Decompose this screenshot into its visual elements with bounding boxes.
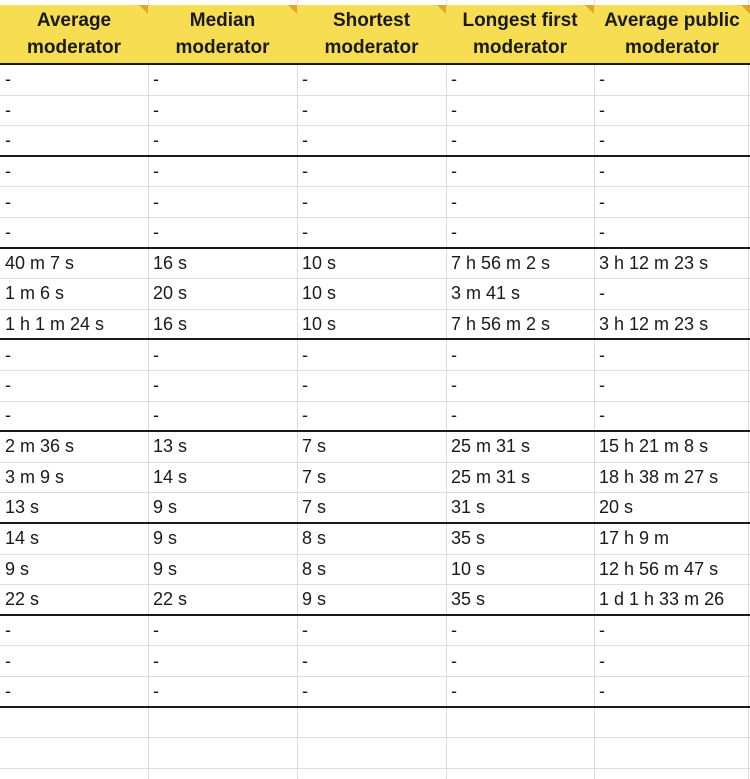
cell-average-moderator[interactable]: -: [5, 221, 11, 242]
cell-longest-first-moderator[interactable]: -: [451, 191, 457, 212]
cell-longest-first-moderator[interactable]: 25 m 31 s: [451, 467, 531, 488]
table-row: [0, 340, 750, 371]
cell-average-moderator[interactable]: -: [5, 99, 11, 120]
column-header-line1: Shortest: [332, 10, 411, 31]
table-row: [0, 555, 750, 586]
table-row: [0, 187, 750, 218]
table-row: [0, 157, 750, 188]
cell-average-moderator[interactable]: 13 s: [5, 497, 40, 518]
cell-shortest-moderator[interactable]: 10 s: [302, 252, 337, 273]
comment-indicator-icon[interactable]: [288, 5, 297, 14]
column-header-longest-first-moderator[interactable]: [446, 5, 594, 63]
cell-median-moderator[interactable]: -: [153, 620, 159, 641]
cell-average-public-moderator[interactable]: 1 d 1 h 33 m 26: [599, 588, 725, 609]
cell-shortest-moderator[interactable]: 8 s: [302, 558, 327, 579]
cell-shortest-moderator[interactable]: -: [302, 221, 308, 242]
table-row: [0, 402, 750, 433]
table-row: [0, 126, 750, 157]
cell-shortest-moderator[interactable]: -: [302, 344, 308, 365]
cell-average-public-moderator[interactable]: -: [599, 650, 605, 671]
cell-average-moderator[interactable]: [0, 708, 148, 738]
cell-median-moderator[interactable]: -: [153, 344, 159, 365]
table-row: [0, 646, 750, 677]
cell-shortest-moderator[interactable]: 7 s: [302, 467, 327, 488]
cell-average-moderator[interactable]: -: [5, 680, 11, 701]
cell-average-moderator[interactable]: -: [5, 375, 11, 396]
column-header-line1: Median: [189, 10, 256, 31]
cell-longest-first-moderator[interactable]: 10 s: [451, 558, 486, 579]
cell-median-moderator[interactable]: 13 s: [153, 436, 188, 457]
cell-shortest-moderator[interactable]: -: [302, 191, 308, 212]
cell-longest-first-moderator[interactable]: -: [451, 221, 457, 242]
cell-median-moderator[interactable]: 14 s: [153, 467, 188, 488]
comment-indicator-icon[interactable]: [585, 5, 594, 14]
cell-shortest-moderator[interactable]: -: [302, 69, 308, 90]
cell-median-moderator[interactable]: 9 s: [153, 558, 178, 579]
cell-median-moderator[interactable]: 20 s: [153, 283, 188, 304]
cell-average-public-moderator[interactable]: 15 h 21 m 8 s: [599, 436, 709, 457]
table-row: [0, 218, 750, 249]
cell-average-moderator[interactable]: -: [5, 161, 11, 182]
cell-longest-first-moderator[interactable]: -: [451, 129, 457, 150]
cell-median-moderator[interactable]: 16 s: [153, 252, 188, 273]
column-header-line2: moderator: [324, 37, 419, 58]
cell-longest-first-moderator[interactable]: -: [451, 161, 457, 182]
cell-shortest-moderator[interactable]: -: [302, 375, 308, 396]
column-header-line2: moderator: [625, 37, 719, 58]
cell-median-moderator[interactable]: 9 s: [153, 497, 178, 518]
cell-average-moderator[interactable]: 9 s: [5, 558, 30, 579]
cell-longest-first-moderator[interactable]: 25 m 31 s: [451, 436, 531, 457]
cell-shortest-moderator[interactable]: -: [302, 161, 308, 182]
cell-median-moderator[interactable]: -: [153, 161, 159, 182]
cell-longest-first-moderator[interactable]: [446, 708, 594, 738]
cell-median-moderator[interactable]: -: [153, 99, 159, 120]
cell-longest-first-moderator[interactable]: -: [451, 680, 457, 701]
cell-average-moderator[interactable]: -: [5, 620, 11, 641]
cell-shortest-moderator[interactable]: -: [302, 129, 308, 150]
cell-median-moderator[interactable]: -: [153, 680, 159, 701]
cell-average-public-moderator[interactable]: 17 h 9 m: [599, 528, 670, 549]
cell-shortest-moderator[interactable]: -: [302, 650, 308, 671]
cell-median-moderator[interactable]: -: [153, 69, 159, 90]
column-header-line1: Average: [36, 10, 112, 31]
cell-longest-first-moderator[interactable]: 7 h 56 m 2 s: [451, 313, 551, 334]
column-header-average-moderator[interactable]: [0, 5, 148, 63]
cell-average-public-moderator[interactable]: -: [599, 344, 605, 365]
cell-average-moderator[interactable]: 3 m 9 s: [5, 467, 65, 488]
cell-average-moderator[interactable]: 22 s: [5, 588, 40, 609]
cell-longest-first-moderator[interactable]: -: [451, 99, 457, 120]
cell-median-moderator[interactable]: -: [153, 191, 159, 212]
comment-indicator-icon[interactable]: [139, 5, 148, 14]
table-row: [0, 463, 750, 494]
table-row: [0, 585, 750, 616]
cell-longest-first-moderator[interactable]: 7 h 56 m 2 s: [451, 252, 551, 273]
cell-median-moderator[interactable]: -: [153, 375, 159, 396]
column-header-median-moderator[interactable]: [148, 5, 297, 63]
table-row: [0, 96, 750, 127]
comment-indicator-icon[interactable]: [437, 5, 446, 14]
cell-average-moderator[interactable]: 14 s: [5, 528, 40, 549]
cell-average-public-moderator[interactable]: 3 h 12 m 23 s: [599, 313, 709, 334]
cell-average-moderator[interactable]: -: [5, 405, 11, 426]
cell-longest-first-moderator[interactable]: -: [451, 375, 457, 396]
cell-median-moderator[interactable]: -: [153, 650, 159, 671]
cell-average-public-moderator[interactable]: -: [599, 620, 605, 641]
cell-shortest-moderator[interactable]: [297, 708, 446, 738]
cell-average-public-moderator[interactable]: 12 h 56 m 47 s: [599, 558, 719, 579]
cell-average-moderator[interactable]: -: [5, 69, 11, 90]
table-row: [0, 279, 750, 310]
cell-average-public-moderator[interactable]: -: [599, 129, 605, 150]
cell-longest-first-moderator[interactable]: -: [451, 69, 457, 90]
cell-shortest-moderator[interactable]: 10 s: [302, 313, 337, 334]
table-row: [0, 616, 750, 647]
cell-average-public-moderator[interactable]: -: [599, 69, 605, 90]
cell-median-moderator[interactable]: -: [153, 405, 159, 426]
cell-median-moderator[interactable]: 16 s: [153, 313, 188, 334]
cell-longest-first-moderator[interactable]: 3 m 41 s: [451, 283, 521, 304]
cell-median-moderator[interactable]: 22 s: [153, 588, 188, 609]
cell-shortest-moderator[interactable]: 7 s: [302, 436, 327, 457]
cell-shortest-moderator[interactable]: [297, 738, 446, 768]
column-header-line2: moderator: [27, 37, 121, 58]
cell-median-moderator[interactable]: -: [153, 129, 159, 150]
table-row: [0, 677, 750, 708]
cell-shortest-moderator[interactable]: -: [302, 680, 308, 701]
column-header-line2: moderator: [175, 37, 270, 58]
cell-average-public-moderator[interactable]: 3 h 12 m 23 s: [599, 252, 709, 273]
cell-average-public-moderator[interactable]: [594, 708, 750, 738]
table-row: [0, 708, 750, 739]
table-row: [0, 249, 750, 280]
cell-longest-first-moderator[interactable]: -: [451, 650, 457, 671]
cell-median-moderator[interactable]: [148, 708, 297, 738]
table-row: [0, 310, 750, 341]
column-header-average-public-moderator[interactable]: [594, 5, 750, 63]
cell-shortest-moderator[interactable]: 9 s: [302, 588, 327, 609]
cell-longest-first-moderator[interactable]: -: [451, 620, 457, 641]
cell-average-public-moderator[interactable]: -: [599, 375, 605, 396]
cell-average-moderator[interactable]: 2 m 36 s: [5, 436, 75, 457]
table-row: [0, 65, 750, 96]
cell-average-moderator[interactable]: -: [5, 129, 11, 150]
cell-longest-first-moderator[interactable]: 35 s: [451, 528, 486, 549]
cell-average-public-moderator[interactable]: -: [599, 221, 605, 242]
cell-longest-first-moderator[interactable]: 35 s: [451, 588, 486, 609]
column-header-line1: Longest first: [462, 10, 578, 31]
cell-average-moderator[interactable]: [0, 738, 148, 768]
cell-average-public-moderator[interactable]: -: [599, 405, 605, 426]
cell-average-moderator[interactable]: 40 m 7 s: [5, 252, 75, 273]
cell-average-public-moderator[interactable]: -: [599, 191, 605, 212]
cell-shortest-moderator[interactable]: 10 s: [302, 283, 337, 304]
column-header-shortest-moderator[interactable]: [297, 5, 446, 63]
table-row: [0, 432, 750, 463]
cell-average-public-moderator[interactable]: -: [599, 99, 605, 120]
cell-average-moderator[interactable]: -: [5, 650, 11, 671]
cell-longest-first-moderator[interactable]: 31 s: [451, 497, 486, 518]
column-header-line2: moderator: [473, 37, 567, 58]
cell-longest-first-moderator[interactable]: -: [451, 405, 457, 426]
table-row: [0, 493, 750, 524]
cell-shortest-moderator[interactable]: -: [302, 99, 308, 120]
cell-average-public-moderator[interactable]: -: [599, 161, 605, 182]
cell-average-public-moderator[interactable]: [594, 738, 750, 768]
cell-shortest-moderator[interactable]: 8 s: [302, 528, 327, 549]
cell-longest-first-moderator[interactable]: [446, 738, 594, 768]
table-row: [0, 371, 750, 402]
table-row: [0, 738, 750, 769]
cell-average-moderator[interactable]: 1 h 1 m 24 s: [5, 313, 105, 334]
header-row: [0, 5, 750, 65]
cell-average-moderator[interactable]: -: [5, 344, 11, 365]
comment-indicator-icon[interactable]: [741, 5, 750, 14]
cell-median-moderator[interactable]: 9 s: [153, 528, 178, 549]
cell-average-moderator[interactable]: -: [5, 191, 11, 212]
cell-average-moderator[interactable]: 1 m 6 s: [5, 283, 65, 304]
cell-average-public-moderator[interactable]: 18 h 38 m 27 s: [599, 467, 719, 488]
cell-average-public-moderator[interactable]: -: [599, 680, 605, 701]
cell-shortest-moderator[interactable]: -: [302, 620, 308, 641]
cell-average-public-moderator[interactable]: 20 s: [599, 497, 634, 518]
cell-shortest-moderator[interactable]: 7 s: [302, 497, 327, 518]
column-header-line1: Average public: [604, 10, 740, 31]
cell-median-moderator[interactable]: -: [153, 221, 159, 242]
table-row: [0, 524, 750, 555]
cell-longest-first-moderator[interactable]: -: [451, 344, 457, 365]
cell-median-moderator[interactable]: [148, 738, 297, 768]
cell-average-public-moderator[interactable]: -: [599, 283, 605, 304]
cell-shortest-moderator[interactable]: -: [302, 405, 308, 426]
